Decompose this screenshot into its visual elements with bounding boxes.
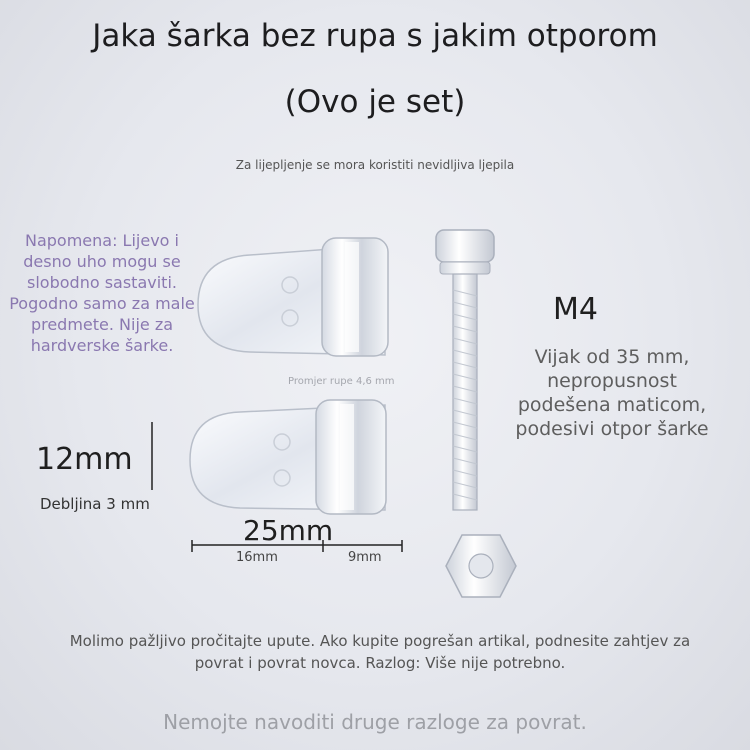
instructions-text: Molimo pažljivo pročitajte upute. Ako kupite pogrešan artikal, podnesite zahtjev za povrat i povrat novca. Razlog: Više nije potrebno. — [69, 632, 691, 672]
page-title: Jaka šarka bez rupa s jakim otporom — [92, 18, 658, 54]
screw-size-label: M4 — [553, 292, 598, 327]
glue-note: Za lijepljenje se mora koristiti nevidljiva ljepila — [235, 158, 515, 172]
screw — [436, 230, 494, 510]
screw-description: Vijak od 35 mm, nepropusnost podešena maticom, podesivi otpor šarke — [515, 346, 709, 440]
footer-text: Nemojte navoditi druge razloge za povrat. — [163, 710, 587, 734]
hinge-bottom — [190, 400, 386, 514]
note-text: Napomena: Lijevo i desno uho mogu se slobodno sastaviti. Pogodno samo za male predmete. Nije za hardverske šarke. — [9, 231, 195, 355]
hole-diameter-label: Promjer rupe 4,6 mm — [288, 376, 395, 387]
nut — [446, 535, 516, 597]
left-part-label: 16mm — [236, 550, 278, 565]
right-part-label: 9mm — [348, 550, 382, 565]
page-subtitle: (Ovo je set) — [284, 84, 466, 120]
width-label: 25mm — [243, 514, 334, 547]
thickness-label: Debljina 3 mm — [40, 495, 150, 513]
height-label: 12mm — [36, 442, 133, 477]
hinge-top — [198, 238, 388, 356]
